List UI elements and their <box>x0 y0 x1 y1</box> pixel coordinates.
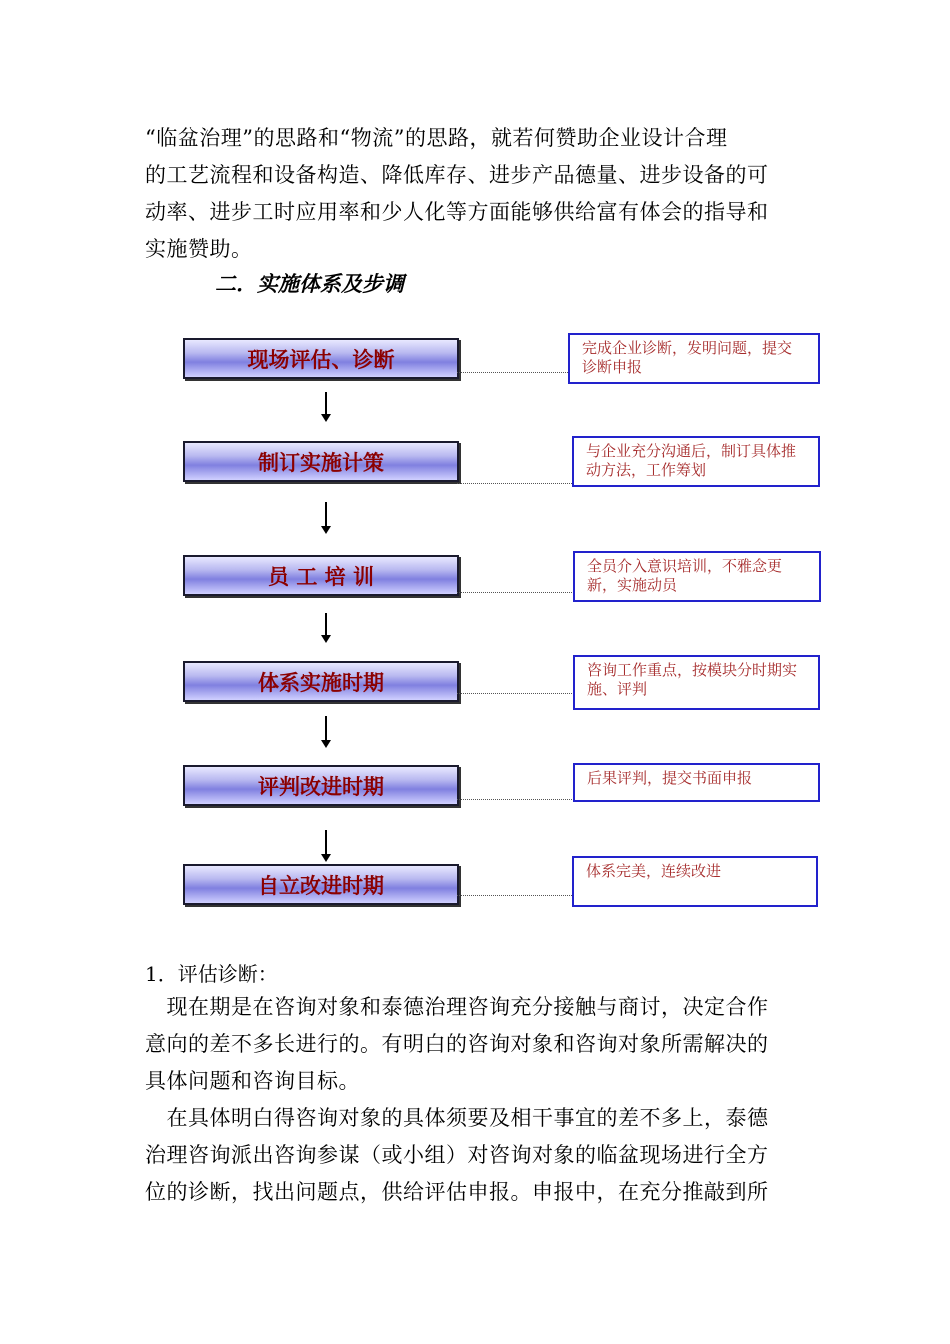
down-arrow-icon <box>325 392 327 420</box>
flow-note-implementation: 咨询工作重点，按模块分时期实施、评判 <box>573 655 820 710</box>
paragraph-line: 意向的差不多长进行的。有明白的咨询对象和咨询对象所需解决的 <box>145 1032 769 1056</box>
section-heading: 二．实施体系及步调 <box>215 272 404 296</box>
down-arrow-icon <box>325 830 327 860</box>
connector-line <box>457 483 572 484</box>
flow-note-strategy: 与企业充分沟通后，制订具体推动方法，工作筹划 <box>572 436 820 487</box>
flow-step-evaluation: 评判改进时期 <box>183 765 459 806</box>
connector-line <box>457 799 574 800</box>
flow-note-training: 全员介入意识培训，不雅念更新，实施动员 <box>573 551 821 602</box>
flow-note-evaluation: 后果评判，提交书面申报 <box>573 763 820 802</box>
paragraph-line: 在具体明白得咨询对象的具体须要及相干事宜的差不多上，泰德 <box>145 1106 769 1130</box>
flow-note-assessment: 完成企业诊断，发明问题，提交诊断申报 <box>568 333 820 384</box>
intro-line: “临盆治理”的思路和“物流”的思路，就若何赞助企业设计合理 <box>145 126 728 150</box>
paragraph-line: 治理咨询派出咨询参谋（或小组）对咨询对象的临盆现场进行全方 <box>145 1143 769 1167</box>
down-arrow-icon <box>325 613 327 641</box>
intro-paragraph <box>145 120 810 268</box>
down-arrow-icon <box>325 502 327 532</box>
connector-line <box>457 372 570 373</box>
intro-line: 的工艺流程和设备构造、降低库存、进步产品德量、进步设备的可 <box>145 163 769 187</box>
flow-step-assessment: 现场评估、诊断 <box>183 338 459 379</box>
connector-line <box>457 693 574 694</box>
paragraph-line: 现在期是在咨询对象和泰德治理咨询充分接触与商讨，决定合作 <box>145 995 769 1019</box>
down-arrow-icon <box>325 716 327 746</box>
paragraph-line: 具体问题和咨询目标。 <box>145 1069 360 1093</box>
item1-paragraph-2 <box>145 1100 810 1211</box>
flow-step-implementation: 体系实施时期 <box>183 661 459 702</box>
flow-note-self-improvement: 体系完美，连续改进 <box>572 856 818 907</box>
connector-line <box>457 895 572 896</box>
intro-line: 动率、进步工时应用率和少人化等方面能够供给富有体会的指导和 <box>145 200 769 224</box>
flow-step-self-improvement: 自立改进时期 <box>183 864 459 905</box>
item1-paragraph-1 <box>145 989 810 1100</box>
flow-step-training: 员 工 培 训 <box>183 555 459 596</box>
flow-step-strategy: 制订实施计策 <box>183 441 459 482</box>
paragraph-line: 位的诊断，找出问题点，供给评估申报。申报中，在充分推敲到所 <box>145 1180 769 1204</box>
intro-line: 实施赞助。 <box>145 237 253 261</box>
connector-line <box>457 592 574 593</box>
item-heading: 1．评估诊断： <box>145 962 278 986</box>
